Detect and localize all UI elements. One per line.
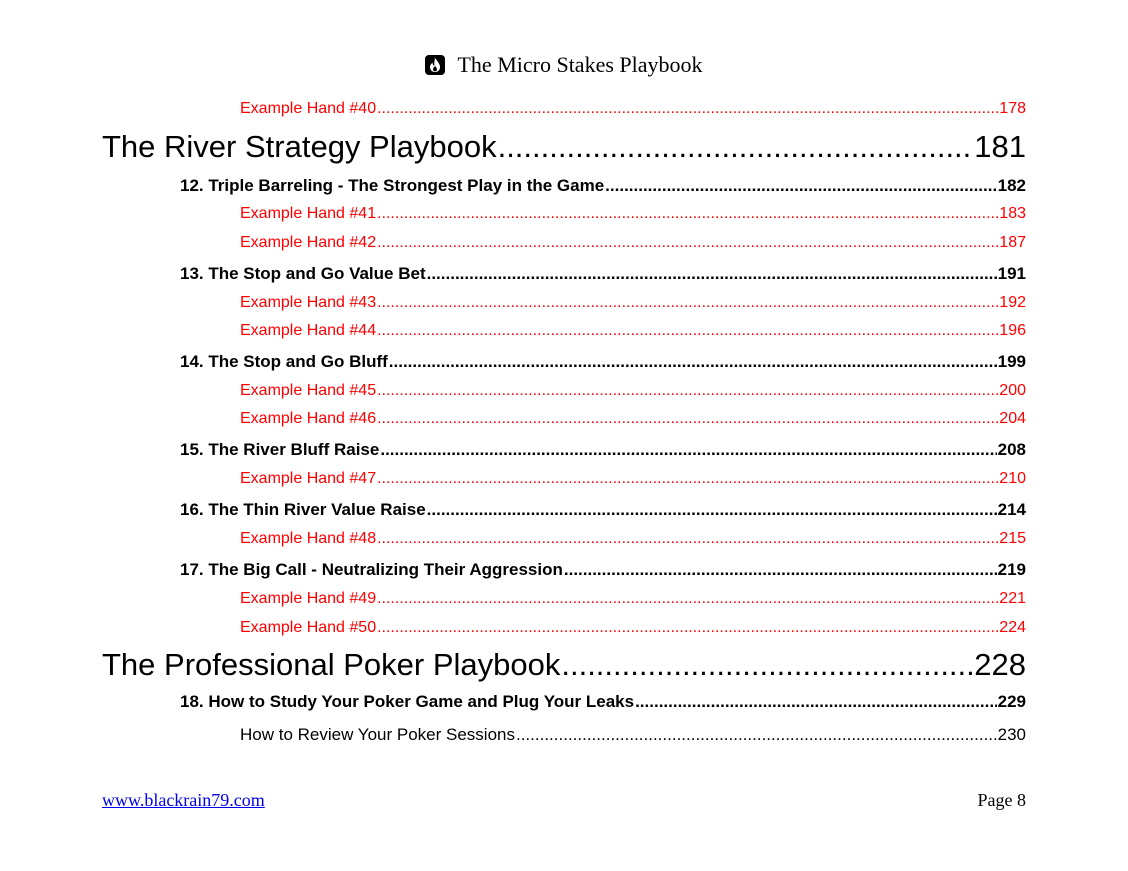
- toc-entry-page: 200: [999, 382, 1026, 399]
- toc-entry-title: 17. The Big Call - Neutralizing Their Aggression: [180, 560, 563, 579]
- toc-example-hand-entry[interactable]: [240, 619, 1026, 637]
- toc-entry-page: 214: [997, 500, 1026, 519]
- toc-chapter-entry[interactable]: [180, 560, 1026, 580]
- dot-leader: [561, 647, 973, 683]
- toc-example-hand-entry[interactable]: [240, 470, 1026, 488]
- toc-example-hand-entry[interactable]: [240, 410, 1026, 428]
- dot-leader: [377, 382, 998, 400]
- dot-leader: [427, 264, 997, 284]
- toc-entry-page: 219: [997, 560, 1026, 579]
- toc-entry-page: 210: [999, 470, 1026, 487]
- toc-entry-page: 229: [997, 692, 1026, 711]
- toc-entry-title: The Professional Poker Playbook: [102, 647, 561, 682]
- toc-entry-title: Example Hand #40: [240, 100, 377, 117]
- toc-example-hand-entry[interactable]: [240, 234, 1026, 252]
- dot-leader: [377, 100, 998, 118]
- toc-entry-title: 16. The Thin River Value Raise: [180, 500, 426, 519]
- toc-example-hand-entry[interactable]: [240, 322, 1026, 340]
- toc-entry-title: Example Hand #42: [240, 234, 377, 251]
- toc-entry-page: 199: [997, 352, 1026, 371]
- toc-entry-page: 183: [999, 205, 1026, 222]
- dot-leader: [377, 234, 998, 252]
- toc-entry-title: 12. Triple Barreling - The Strongest Play in the Game: [180, 176, 605, 195]
- toc-entry-title: Example Hand #45: [240, 382, 377, 399]
- dot-leader: [380, 440, 996, 460]
- toc-example-hand-entry[interactable]: [240, 294, 1026, 312]
- toc-part-entry[interactable]: [102, 129, 1026, 165]
- website-link[interactable]: www.blackrain79.com: [102, 790, 265, 810]
- toc-chapter-entry[interactable]: [180, 176, 1026, 196]
- dot-leader: [498, 129, 974, 165]
- dot-leader: [377, 410, 998, 428]
- dot-leader: [605, 176, 996, 196]
- toc-entry-page: 208: [997, 440, 1026, 459]
- toc-subsection-entry[interactable]: [240, 725, 1026, 745]
- toc-entry-page: 221: [999, 590, 1026, 607]
- toc-entry-title: 14. The Stop and Go Bluff: [180, 352, 388, 371]
- toc-entry-title: Example Hand #50: [240, 619, 377, 636]
- toc-entry-page: 187: [999, 234, 1026, 251]
- toc-entry-page: 182: [997, 176, 1026, 195]
- page-number: Page 8: [977, 790, 1026, 810]
- toc-entry-title: Example Hand #48: [240, 530, 377, 547]
- toc-entry-page: 192: [999, 294, 1026, 311]
- dot-leader: [377, 322, 998, 340]
- toc-entry-title: Example Hand #49: [240, 590, 377, 607]
- toc-example-hand-entry[interactable]: [240, 205, 1026, 223]
- toc-example-hand-entry[interactable]: [240, 382, 1026, 400]
- dot-leader: [377, 470, 998, 488]
- toc-example-hand-entry[interactable]: [240, 530, 1026, 548]
- toc-example-hand-entry[interactable]: [240, 100, 1026, 118]
- dot-leader: [377, 590, 998, 608]
- dot-leader: [377, 619, 998, 637]
- toc-example-hand-entry[interactable]: [240, 590, 1026, 608]
- toc-entry-title: Example Hand #43: [240, 294, 377, 311]
- dot-leader: [377, 530, 998, 548]
- toc-entry-page: 191: [997, 264, 1026, 283]
- dot-leader: [564, 560, 997, 580]
- toc-entry-title: Example Hand #44: [240, 322, 377, 339]
- toc-entry-title: 15. The River Bluff Raise: [180, 440, 380, 459]
- toc-entry-page: 181: [974, 129, 1026, 164]
- dot-leader: [427, 500, 997, 520]
- toc-chapter-entry[interactable]: [180, 352, 1026, 372]
- toc-entry-page: 178: [999, 100, 1026, 117]
- toc-entry-title: How to Review Your Poker Sessions: [240, 725, 515, 744]
- toc-entry-title: Example Hand #46: [240, 410, 377, 427]
- book-title: The Micro Stakes Playbook: [457, 52, 703, 77]
- toc-chapter-entry[interactable]: [180, 264, 1026, 284]
- dot-leader: [377, 205, 998, 223]
- toc-chapter-entry[interactable]: [180, 692, 1026, 712]
- toc-entry-page: 196: [999, 322, 1026, 339]
- toc-entry-title: 18. How to Study Your Poker Game and Plug Your Leaks: [180, 692, 635, 711]
- toc-entry-title: Example Hand #47: [240, 470, 377, 487]
- toc-entry-page: 224: [999, 619, 1026, 636]
- toc-chapter-entry[interactable]: [180, 440, 1026, 460]
- dot-leader: [389, 352, 997, 372]
- toc-entry-page: 204: [999, 410, 1026, 427]
- toc-part-entry[interactable]: [102, 647, 1026, 683]
- toc-chapter-entry[interactable]: [180, 500, 1026, 520]
- toc-entry-page: 228: [974, 647, 1026, 682]
- toc-entry-page: 215: [999, 530, 1026, 547]
- dot-leader: [377, 294, 998, 312]
- toc-entry-title: The River Strategy Playbook: [102, 129, 497, 164]
- dot-leader: [635, 692, 997, 712]
- toc-entry-title: 13. The Stop and Go Value Bet: [180, 264, 426, 283]
- dot-leader: [516, 725, 997, 745]
- toc-entry-page: 230: [997, 725, 1026, 744]
- toc-entry-title: Example Hand #41: [240, 205, 377, 222]
